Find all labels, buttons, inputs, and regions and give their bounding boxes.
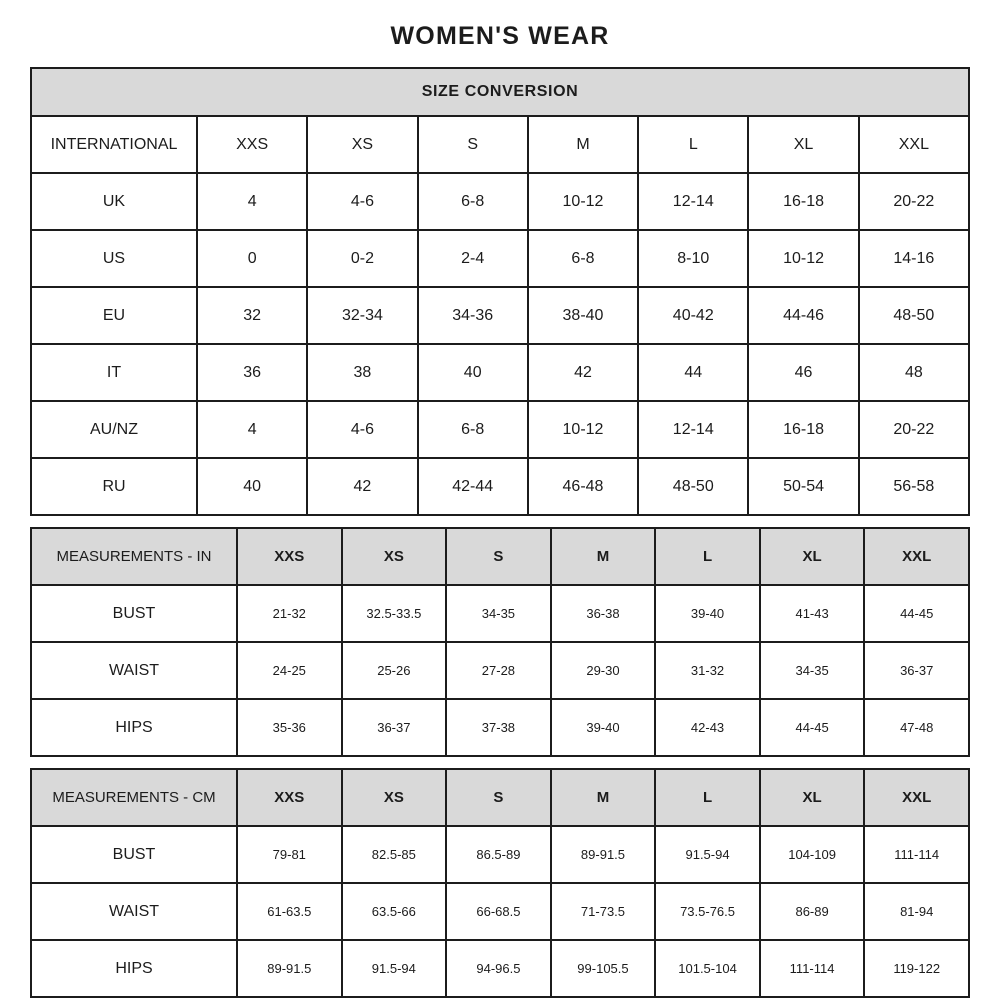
size-column-header-cell: S bbox=[418, 116, 528, 173]
size-column-header-cell: M bbox=[551, 528, 656, 585]
table-title-row bbox=[31, 68, 969, 116]
size-column-header-cell: XL bbox=[748, 116, 858, 173]
size-column-header-cell: L bbox=[655, 528, 760, 585]
size-column-header-cell: XS bbox=[307, 116, 417, 173]
row-label-cell: IT bbox=[31, 344, 197, 401]
row-label-cell: BUST bbox=[31, 826, 237, 883]
header-row bbox=[31, 116, 969, 173]
value-cell: 32.5-33.5 bbox=[342, 585, 447, 642]
value-cell: 16-18 bbox=[748, 173, 858, 230]
row-group-header-cell: MEASUREMENTS - CM bbox=[31, 769, 237, 826]
value-cell: 10-12 bbox=[528, 173, 638, 230]
value-cell: 61-63.5 bbox=[237, 883, 342, 940]
value-cell: 14-16 bbox=[859, 230, 969, 287]
table-row bbox=[31, 883, 969, 940]
row-group-header-cell: INTERNATIONAL bbox=[31, 116, 197, 173]
row-label-cell: EU bbox=[31, 287, 197, 344]
value-cell: 66-68.5 bbox=[446, 883, 551, 940]
measurements-cm-table bbox=[30, 768, 970, 998]
value-cell: 48-50 bbox=[638, 458, 748, 515]
value-cell: 35-36 bbox=[237, 699, 342, 756]
value-cell: 31-32 bbox=[655, 642, 760, 699]
value-cell: 25-26 bbox=[342, 642, 447, 699]
value-cell: 39-40 bbox=[551, 699, 656, 756]
row-label-cell: WAIST bbox=[31, 642, 237, 699]
value-cell: 40 bbox=[418, 344, 528, 401]
value-cell: 34-36 bbox=[418, 287, 528, 344]
value-cell: 111-114 bbox=[760, 940, 865, 997]
table-title-cell: SIZE CONVERSION bbox=[31, 68, 969, 116]
value-cell: 21-32 bbox=[237, 585, 342, 642]
size-column-header-cell: S bbox=[446, 528, 551, 585]
table-row bbox=[31, 173, 969, 230]
value-cell: 4-6 bbox=[307, 401, 417, 458]
value-cell: 36-37 bbox=[864, 642, 969, 699]
size-column-header-cell: L bbox=[655, 769, 760, 826]
value-cell: 36 bbox=[197, 344, 307, 401]
value-cell: 63.5-66 bbox=[342, 883, 447, 940]
value-cell: 10-12 bbox=[528, 401, 638, 458]
value-cell: 111-114 bbox=[864, 826, 969, 883]
table-row bbox=[31, 642, 969, 699]
value-cell: 46-48 bbox=[528, 458, 638, 515]
page-title: WOMEN'S WEAR bbox=[390, 22, 610, 50]
size-column-header-cell: XXL bbox=[864, 769, 969, 826]
value-cell: 4 bbox=[197, 401, 307, 458]
value-cell: 38-40 bbox=[528, 287, 638, 344]
value-cell: 89-91.5 bbox=[551, 826, 656, 883]
value-cell: 50-54 bbox=[748, 458, 858, 515]
row-label-cell: WAIST bbox=[31, 883, 237, 940]
table-row bbox=[31, 585, 969, 642]
value-cell: 27-28 bbox=[446, 642, 551, 699]
value-cell: 79-81 bbox=[237, 826, 342, 883]
table-row bbox=[31, 699, 969, 756]
value-cell: 20-22 bbox=[859, 401, 969, 458]
value-cell: 16-18 bbox=[748, 401, 858, 458]
value-cell: 0-2 bbox=[307, 230, 417, 287]
value-cell: 4 bbox=[197, 173, 307, 230]
value-cell: 73.5-76.5 bbox=[655, 883, 760, 940]
table-row bbox=[31, 826, 969, 883]
value-cell: 39-40 bbox=[655, 585, 760, 642]
size-column-header-cell: XXS bbox=[237, 769, 342, 826]
value-cell: 40-42 bbox=[638, 287, 748, 344]
value-cell: 119-122 bbox=[864, 940, 969, 997]
value-cell: 89-91.5 bbox=[237, 940, 342, 997]
value-cell: 47-48 bbox=[864, 699, 969, 756]
row-label-cell: BUST bbox=[31, 585, 237, 642]
value-cell: 20-22 bbox=[859, 173, 969, 230]
value-cell: 34-35 bbox=[446, 585, 551, 642]
value-cell: 2-4 bbox=[418, 230, 528, 287]
value-cell: 44-45 bbox=[864, 585, 969, 642]
value-cell: 46 bbox=[748, 344, 858, 401]
size-column-header-cell: XS bbox=[342, 528, 447, 585]
row-label-cell: AU/NZ bbox=[31, 401, 197, 458]
value-cell: 36-38 bbox=[551, 585, 656, 642]
value-cell: 44 bbox=[638, 344, 748, 401]
value-cell: 42 bbox=[528, 344, 638, 401]
value-cell: 48-50 bbox=[859, 287, 969, 344]
value-cell: 42-43 bbox=[655, 699, 760, 756]
value-cell: 32-34 bbox=[307, 287, 417, 344]
size-column-header-cell: XL bbox=[760, 769, 865, 826]
size-column-header-cell: M bbox=[528, 116, 638, 173]
row-label-cell: HIPS bbox=[31, 940, 237, 997]
size-column-header-cell: XXS bbox=[237, 528, 342, 585]
value-cell: 48 bbox=[859, 344, 969, 401]
size-column-header-cell: XXL bbox=[864, 528, 969, 585]
table-row bbox=[31, 940, 969, 997]
value-cell: 86.5-89 bbox=[446, 826, 551, 883]
size-column-header-cell: S bbox=[446, 769, 551, 826]
row-label-cell: RU bbox=[31, 458, 197, 515]
table-row bbox=[31, 401, 969, 458]
size-column-header-cell: XS bbox=[342, 769, 447, 826]
row-label-cell: UK bbox=[31, 173, 197, 230]
value-cell: 82.5-85 bbox=[342, 826, 447, 883]
value-cell: 104-109 bbox=[760, 826, 865, 883]
table-row bbox=[31, 287, 969, 344]
value-cell: 6-8 bbox=[528, 230, 638, 287]
value-cell: 34-35 bbox=[760, 642, 865, 699]
value-cell: 44-46 bbox=[748, 287, 858, 344]
value-cell: 56-58 bbox=[859, 458, 969, 515]
table-row bbox=[31, 230, 969, 287]
value-cell: 42 bbox=[307, 458, 417, 515]
value-cell: 99-105.5 bbox=[551, 940, 656, 997]
measurements-in-table bbox=[30, 527, 970, 757]
size-column-header-cell: XXL bbox=[859, 116, 969, 173]
row-label-cell: HIPS bbox=[31, 699, 237, 756]
value-cell: 37-38 bbox=[446, 699, 551, 756]
value-cell: 24-25 bbox=[237, 642, 342, 699]
value-cell: 36-37 bbox=[342, 699, 447, 756]
row-label-cell: US bbox=[31, 230, 197, 287]
value-cell: 81-94 bbox=[864, 883, 969, 940]
row-group-header-cell: MEASUREMENTS - IN bbox=[31, 528, 237, 585]
value-cell: 44-45 bbox=[760, 699, 865, 756]
value-cell: 12-14 bbox=[638, 173, 748, 230]
table-row bbox=[31, 344, 969, 401]
value-cell: 94-96.5 bbox=[446, 940, 551, 997]
header-row bbox=[31, 528, 969, 585]
value-cell: 12-14 bbox=[638, 401, 748, 458]
value-cell: 4-6 bbox=[307, 173, 417, 230]
value-cell: 38 bbox=[307, 344, 417, 401]
size-column-header-cell: L bbox=[638, 116, 748, 173]
value-cell: 6-8 bbox=[418, 401, 528, 458]
value-cell: 6-8 bbox=[418, 173, 528, 230]
size-column-header-cell: XL bbox=[760, 528, 865, 585]
header-row bbox=[31, 769, 969, 826]
value-cell: 101.5-104 bbox=[655, 940, 760, 997]
value-cell: 41-43 bbox=[760, 585, 865, 642]
value-cell: 32 bbox=[197, 287, 307, 344]
value-cell: 10-12 bbox=[748, 230, 858, 287]
value-cell: 42-44 bbox=[418, 458, 528, 515]
size-column-header-cell: XXS bbox=[197, 116, 307, 173]
value-cell: 91.5-94 bbox=[655, 826, 760, 883]
size-conversion-table bbox=[30, 67, 970, 516]
table-row bbox=[31, 458, 969, 515]
value-cell: 40 bbox=[197, 458, 307, 515]
value-cell: 29-30 bbox=[551, 642, 656, 699]
value-cell: 91.5-94 bbox=[342, 940, 447, 997]
value-cell: 8-10 bbox=[638, 230, 748, 287]
value-cell: 86-89 bbox=[760, 883, 865, 940]
size-column-header-cell: M bbox=[551, 769, 656, 826]
value-cell: 0 bbox=[197, 230, 307, 287]
value-cell: 71-73.5 bbox=[551, 883, 656, 940]
